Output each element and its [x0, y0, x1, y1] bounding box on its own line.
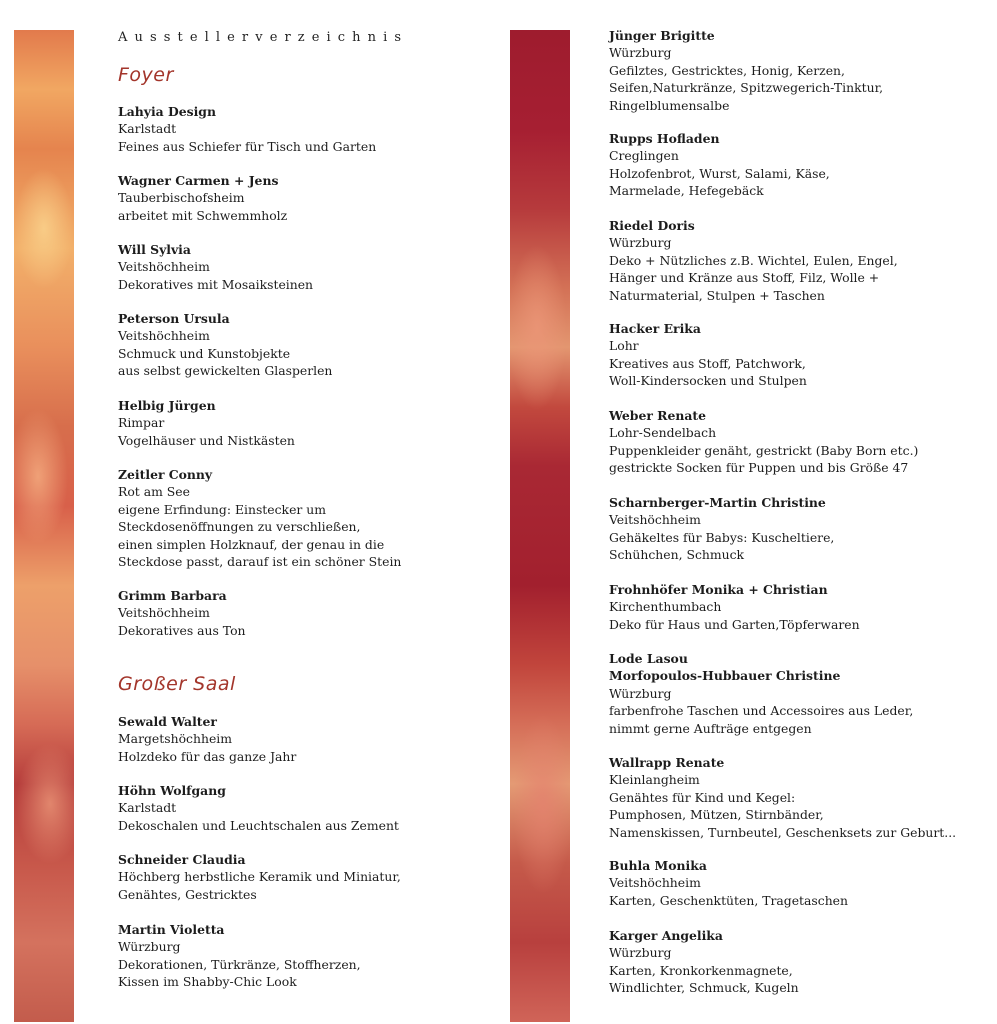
exhibitor-entry [118, 466, 498, 570]
exhibitor-location: Rimpar [118, 415, 165, 431]
exhibitor-name: Zeitler Conny [118, 467, 213, 482]
exhibitor-name: Sewald Walter [118, 714, 217, 729]
exhibitor-description: Höchberg herbstliche Keramik und Miniatur, [118, 869, 401, 885]
exhibitor-description: Holzdeko für das ganze Jahr [118, 748, 297, 764]
exhibitor-name: Helbig Jürgen [118, 398, 216, 413]
exhibitor-description: Dekoratives mit Mosaiksteinen [118, 276, 314, 292]
exhibitor-location: Würzburg [609, 235, 672, 251]
exhibitor-name: Höhn Wolfgang [118, 783, 226, 798]
exhibitor-description: Dekoschalen und Leuchtschalen aus Zement [118, 817, 399, 833]
exhibitor-entry [609, 217, 991, 304]
exhibitor-name: Hacker Erika [609, 321, 701, 336]
exhibitor-location: Veitshöchheim [118, 259, 210, 275]
exhibitor-description: arbeitet mit Schwemmholz [118, 207, 288, 223]
exhibitor-name: Schneider Claudia [118, 852, 246, 867]
exhibitor-description: Naturmaterial, Stulpen + Taschen [609, 287, 825, 303]
exhibitor-description: Karten, Kronkorkenmagnete, [609, 962, 793, 978]
exhibitor-location: Tauberbischofsheim [118, 190, 245, 206]
exhibitor-name: Morfopoulos-Hubbauer Christine [609, 668, 841, 684]
exhibitor-description: aus selbst gewickelten Glasperlen [118, 363, 333, 379]
exhibitor-name: Buhla Monika [609, 858, 707, 873]
exhibitor-entry [609, 27, 991, 114]
exhibitor-location: Rot am See [118, 484, 190, 500]
section-heading-foyer: Foyer [118, 64, 174, 86]
exhibitor-description: Gehäkeltes für Babys: Kuscheltiere, [609, 529, 835, 545]
exhibitor-name: Jünger Brigitte [609, 28, 715, 43]
exhibitor-location: Veitshöchheim [118, 605, 210, 621]
exhibitor-location: Lohr-Sendelbach [609, 425, 717, 441]
exhibitor-name: Wagner Carmen + Jens [118, 173, 279, 188]
exhibitor-description: Dekoratives aus Ton [118, 622, 246, 638]
exhibitor-name: Karger Angelika [609, 928, 723, 943]
exhibitor-entry [118, 103, 498, 155]
exhibitor-name: Scharnberger-Martin Christine [609, 495, 826, 510]
exhibitor-name: Will Sylvia [118, 242, 191, 257]
exhibitor-description: nimmt gerne Aufträge entgegen [609, 720, 812, 736]
decorative-floral-strip-left [14, 30, 74, 1022]
exhibitor-location: Karlstadt [118, 121, 177, 137]
exhibitor-description: Holzofenbrot, Wurst, Salami, Käse, [609, 165, 830, 181]
exhibitor-description: Pumphosen, Mützen, Stirnbänder, [609, 807, 824, 823]
exhibitor-location: Veitshöchheim [118, 328, 210, 344]
exhibitor-name: Wallrapp Renate [609, 755, 725, 770]
exhibitor-location: Veitshöchheim [609, 512, 701, 528]
exhibitor-entry [609, 494, 991, 564]
exhibitor-description: Vogelhäuser und Nistkästen [118, 432, 295, 448]
exhibitor-name: Rupps Hofladen [609, 131, 720, 146]
exhibitor-name: Lahyia Design [118, 104, 216, 119]
exhibitor-description: Kreatives aus Stoff, Patchwork, [609, 355, 806, 371]
exhibitor-description: Hänger und Kränze aus Stoff, Filz, Wolle + [609, 270, 880, 286]
exhibitor-description: Steckdose passt, darauf ist ein schöner Stein [118, 554, 402, 570]
exhibitor-entry [609, 927, 991, 997]
exhibitor-description: Feines aus Schiefer für Tisch und Garten [118, 138, 377, 154]
exhibitor-entry [609, 407, 991, 477]
exhibitor-name: Martin Violetta [118, 922, 225, 937]
exhibitor-description: Steckdosenöffnungen zu verschließen, [118, 519, 361, 535]
exhibitor-description: Schühchen, Schmuck [609, 547, 745, 563]
section-heading-grosser-saal: Großer Saal [118, 673, 236, 695]
exhibitor-location: Kirchenthumbach [609, 599, 722, 615]
exhibitor-description: Woll-Kindersocken und Stulpen [609, 373, 807, 389]
exhibitor-description: Marmelade, Hefegebäck [609, 183, 764, 199]
exhibitor-description: Puppenkleider genäht, gestrickt (Baby Born etc.) [609, 442, 919, 458]
exhibitor-description: Windlichter, Schmuck, Kugeln [609, 980, 799, 996]
exhibitor-description: Dekorationen, Türkränze, Stoffherzen, [118, 956, 361, 972]
exhibitor-description: Ringelblumensalbe [609, 97, 730, 113]
exhibitor-description: Genähtes für Kind und Kegel: [609, 789, 796, 805]
exhibitor-location: Creglingen [609, 148, 679, 164]
exhibitor-name: Riedel Doris [609, 218, 695, 233]
document-title: Ausstellerverzeichnis [118, 30, 409, 45]
exhibitor-location: Würzburg [609, 945, 672, 961]
exhibitor-entry [609, 581, 991, 633]
exhibitor-entry [118, 172, 498, 224]
exhibitor-entry [118, 310, 498, 380]
exhibitor-entry [609, 754, 991, 841]
exhibitor-location: Würzburg [609, 45, 672, 61]
exhibitor-location: Kleinlangheim [609, 772, 700, 788]
exhibitor-location: Margetshöchheim [118, 731, 232, 747]
exhibitor-name: Lode Lasou [609, 651, 688, 666]
exhibitor-entry [118, 397, 498, 449]
exhibitor-entry [609, 857, 991, 909]
exhibitor-description: Kissen im Shabby-Chic Look [118, 974, 297, 990]
exhibitor-location: Würzburg [118, 939, 181, 955]
exhibitor-description: gestrickte Socken für Puppen und bis Größe 47 [609, 460, 909, 476]
exhibitor-name: Frohnhöfer Monika + Christian [609, 582, 828, 597]
exhibitor-description: Seifen,Naturkränze, Spitzwegerich-Tinktur, [609, 80, 884, 96]
exhibitor-description: Deko + Nützliches z.B. Wichtel, Eulen, Engel, [609, 252, 898, 268]
exhibitor-location: Veitshöchheim [609, 875, 701, 891]
exhibitor-entry [609, 650, 991, 737]
exhibitor-entry [118, 782, 498, 834]
exhibitor-entry [609, 320, 991, 390]
exhibitor-description: Schmuck und Kunstobjekte [118, 345, 291, 361]
exhibitor-name: Grimm Barbara [118, 588, 227, 603]
exhibitor-description: Karten, Geschenktüten, Tragetaschen [609, 892, 848, 908]
exhibitor-location: Würzburg [609, 685, 672, 701]
exhibitor-entry [118, 587, 498, 639]
exhibitor-entry [118, 921, 498, 991]
exhibitor-description: Deko für Haus und Garten,Töpferwaren [609, 616, 860, 632]
exhibitor-name: Weber Renate [609, 408, 707, 423]
exhibitor-name: Peterson Ursula [118, 311, 230, 326]
exhibitor-location: Lohr [609, 338, 639, 354]
exhibitor-description: eigene Erfindung: Einstecker um [118, 501, 326, 517]
exhibitor-entry [118, 713, 498, 765]
exhibitor-description: Genähtes, Gestricktes [118, 886, 257, 902]
exhibitor-description: Namenskissen, Turnbeutel, Geschenksets zur Geburt... [609, 824, 957, 840]
exhibitor-description: farbenfrohe Taschen und Accessoires aus Leder, [609, 703, 914, 719]
exhibitor-entry [609, 130, 991, 200]
decorative-floral-strip-right [510, 30, 570, 1022]
exhibitor-location: Karlstadt [118, 800, 177, 816]
exhibitor-entry [118, 851, 498, 903]
exhibitor-description: Gefilztes, Gestricktes, Honig, Kerzen, [609, 62, 845, 78]
exhibitor-description: einen simplen Holzknauf, der genau in die [118, 536, 385, 552]
exhibitor-entry [118, 241, 498, 293]
